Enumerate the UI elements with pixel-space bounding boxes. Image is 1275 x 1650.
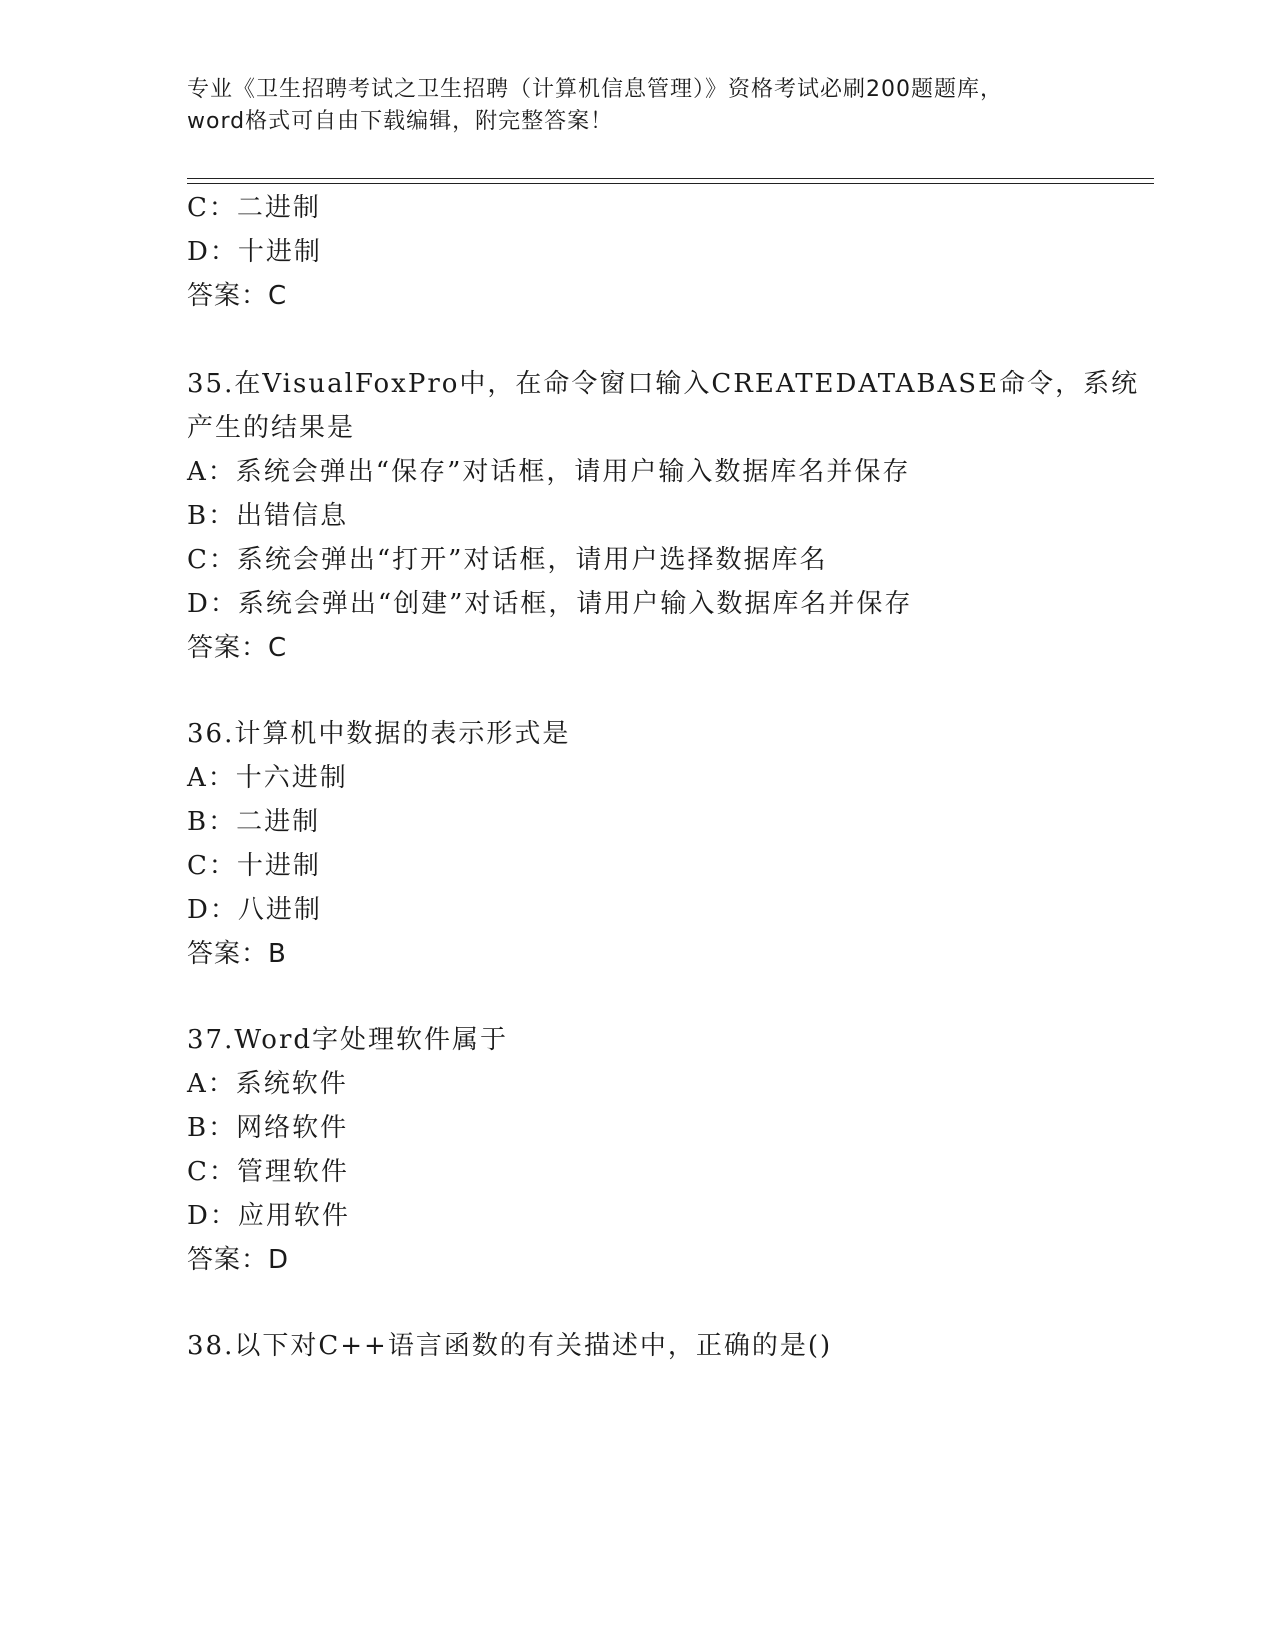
header-divider-bottom xyxy=(187,183,1154,184)
answer-line: 答案：C xyxy=(187,281,288,311)
option-d: D：应用软件 xyxy=(187,1201,350,1231)
question-stem: 37.Word字处理软件属于 xyxy=(187,1025,509,1055)
header-divider-top xyxy=(187,178,1154,179)
question-stem-continued: 产生的结果是 xyxy=(187,413,356,443)
answer-line: 答案：C xyxy=(187,633,288,663)
option-b: B：二进制 xyxy=(187,807,321,837)
answer-line: 答案：D xyxy=(187,1245,290,1275)
option-a: A：十六进制 xyxy=(187,763,348,793)
option-a: A：系统会弹出“保存”对话框，请用户输入数据库名并保存 xyxy=(187,457,911,487)
option-c: C：管理软件 xyxy=(187,1157,349,1187)
question-stem: 36.计算机中数据的表示形式是 xyxy=(187,719,571,749)
option-c: C：二进制 xyxy=(187,193,321,223)
question-stem: 38.以下对C++语言函数的有关描述中，正确的是() xyxy=(187,1331,833,1361)
option-b: B：网络软件 xyxy=(187,1113,349,1143)
option-d: D：系统会弹出“创建”对话框，请用户输入数据库名并保存 xyxy=(187,589,913,619)
answer-line: 答案：B xyxy=(187,939,287,969)
document-header xyxy=(187,74,1087,138)
header-line-1: 专业《卫生招聘考试之卫生招聘（计算机信息管理）》资格考试必刷200题题库， xyxy=(187,77,1003,102)
option-c: C：系统会弹出“打开”对话框，请用户选择数据库名 xyxy=(187,545,828,575)
option-b: B：出错信息 xyxy=(187,501,349,531)
option-d: D：十进制 xyxy=(187,237,322,267)
option-d: D：八进制 xyxy=(187,895,322,925)
question-stem: 35.在VisualFoxPro中，在命令窗口输入CREATEDATABASE命令，系统 xyxy=(187,369,1140,399)
header-line-2: word格式可自由下载编辑，附完整答案！ xyxy=(187,109,614,134)
option-a: A：系统软件 xyxy=(187,1069,348,1099)
option-c: C：十进制 xyxy=(187,851,321,881)
